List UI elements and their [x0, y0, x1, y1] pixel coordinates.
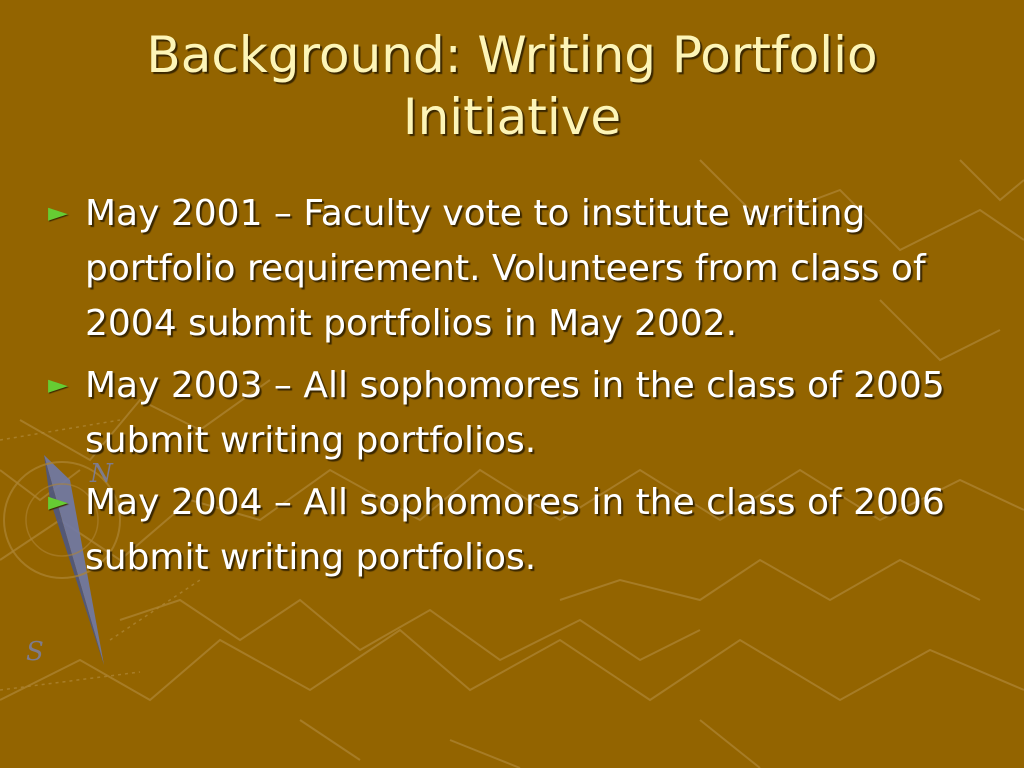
bullet-item	[48, 358, 998, 468]
bullet-item	[48, 475, 998, 585]
bullet-text: May 2003 – All sophomores in the class of 2005 submit writing portfolios.	[85, 365, 945, 461]
slide-title: Background: Writing Portfolio Initiative	[146, 26, 878, 146]
bullet-list	[48, 186, 998, 592]
triangle-bullet-icon: ►	[48, 487, 68, 517]
triangle-bullet-icon: ►	[48, 198, 68, 228]
triangle-bullet-icon: ►	[48, 370, 68, 400]
bullet-text: May 2001 – Faculty vote to institute writing portfolio requirement. Volunteers from class of 2004 submit portfolios in May 2002.	[85, 193, 926, 344]
bullet-text: May 2004 – All sophomores in the class of 2006 submit writing portfolios.	[85, 482, 945, 578]
compass-letter-s: S	[26, 637, 44, 667]
compass-letter-n: N	[90, 459, 113, 489]
bullet-item	[48, 186, 998, 351]
